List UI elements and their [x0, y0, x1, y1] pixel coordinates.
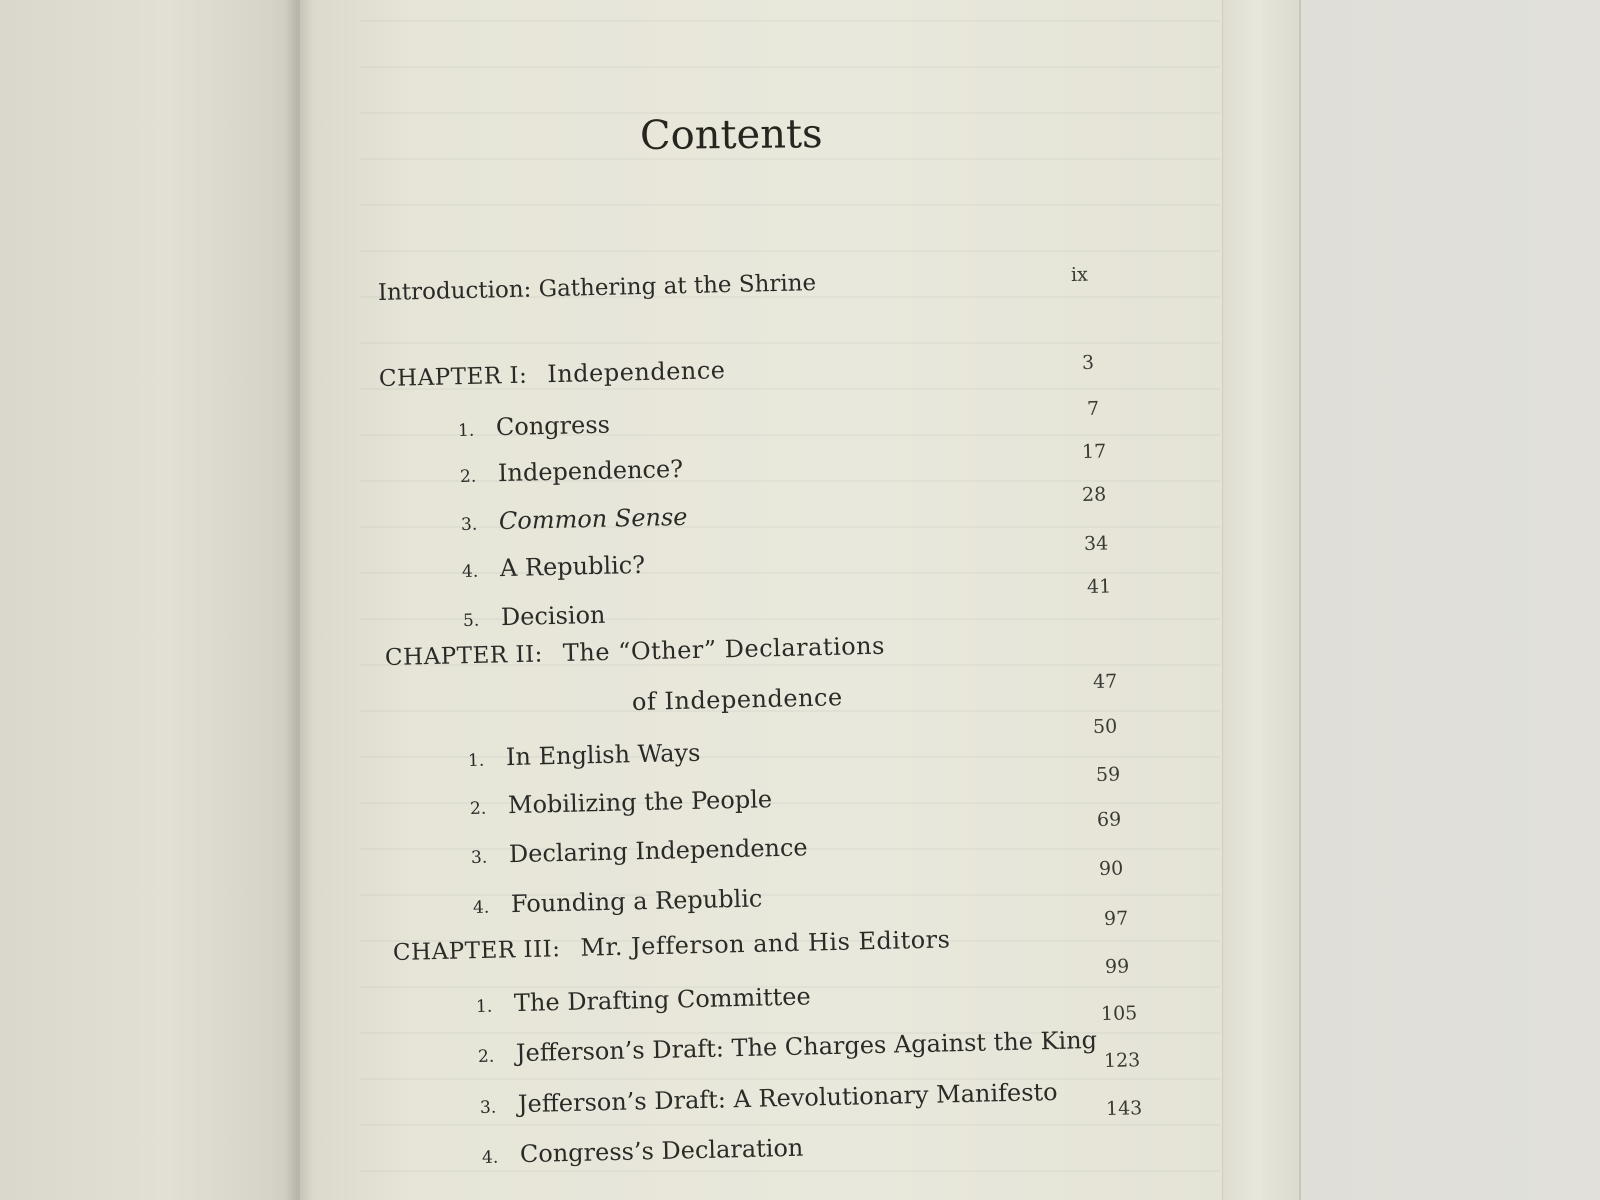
section-page: 69: [1096, 808, 1122, 831]
toc-section: 4. Congress’s Declaration: [481, 1133, 804, 1169]
section-page: 59: [1095, 763, 1121, 786]
toc-section: 4. A Republic?: [461, 550, 646, 583]
section-page: 41: [1086, 575, 1112, 598]
toc-section: 1. Congress: [457, 410, 611, 442]
toc-section: 5. Decision: [462, 600, 606, 632]
chapter-1-number: CHAPTER I:: [378, 362, 528, 392]
section-page: 7: [1086, 397, 1100, 420]
section-page: 123: [1103, 1049, 1141, 1072]
chapter-2-title-line1: The “Other” Declarations: [562, 631, 886, 667]
chapter-3-title: Mr. Jefferson and His Editors: [580, 925, 951, 962]
toc-section: 3. Jefferson’s Draft: A Revolutionary Manifesto: [479, 1077, 1058, 1119]
toc-chapter-1: [379, 358, 726, 391]
section-page: 90: [1098, 857, 1124, 880]
chapter-2-title-line2: of Independence: [631, 683, 843, 716]
chapter-3-page: 97: [1103, 907, 1129, 930]
chapter-1-page: 3: [1081, 351, 1095, 374]
section-page: 34: [1083, 532, 1109, 555]
toc-section: 3. Common Sense: [460, 502, 688, 536]
section-page: 50: [1092, 715, 1118, 738]
toc-intro-page: ix: [1070, 263, 1089, 286]
toc-chapter-3: [393, 927, 951, 965]
toc-section: 3. Declaring Independence: [470, 833, 808, 869]
toc-section: 2. Mobilizing the People: [469, 785, 773, 820]
section-page: 28: [1081, 483, 1107, 506]
section-page: 17: [1081, 440, 1107, 463]
toc-intro-title: Introduction: Gathering at the Shrine: [377, 270, 817, 306]
section-page: 99: [1104, 955, 1130, 978]
toc-section: 4. Founding a Republic: [472, 884, 763, 919]
chapter-1-title: Independence: [546, 356, 726, 389]
chapter-2-number: CHAPTER II:: [384, 641, 544, 671]
section-page: 143: [1105, 1097, 1143, 1120]
page-title: Contents: [639, 111, 823, 159]
chapter-2-page: 47: [1092, 670, 1118, 693]
toc-section: 1. The Drafting Committee: [475, 982, 811, 1018]
toc-section: 2. Independence?: [459, 454, 684, 488]
chapter-3-number: CHAPTER III:: [392, 936, 561, 966]
toc-chapter-2: [384, 631, 886, 671]
section-page: 105: [1100, 1002, 1138, 1025]
toc-section: 1. In English Ways: [467, 738, 701, 772]
toc-section: 2. Jefferson’s Draft: The Charges Against the King: [477, 1025, 1098, 1068]
